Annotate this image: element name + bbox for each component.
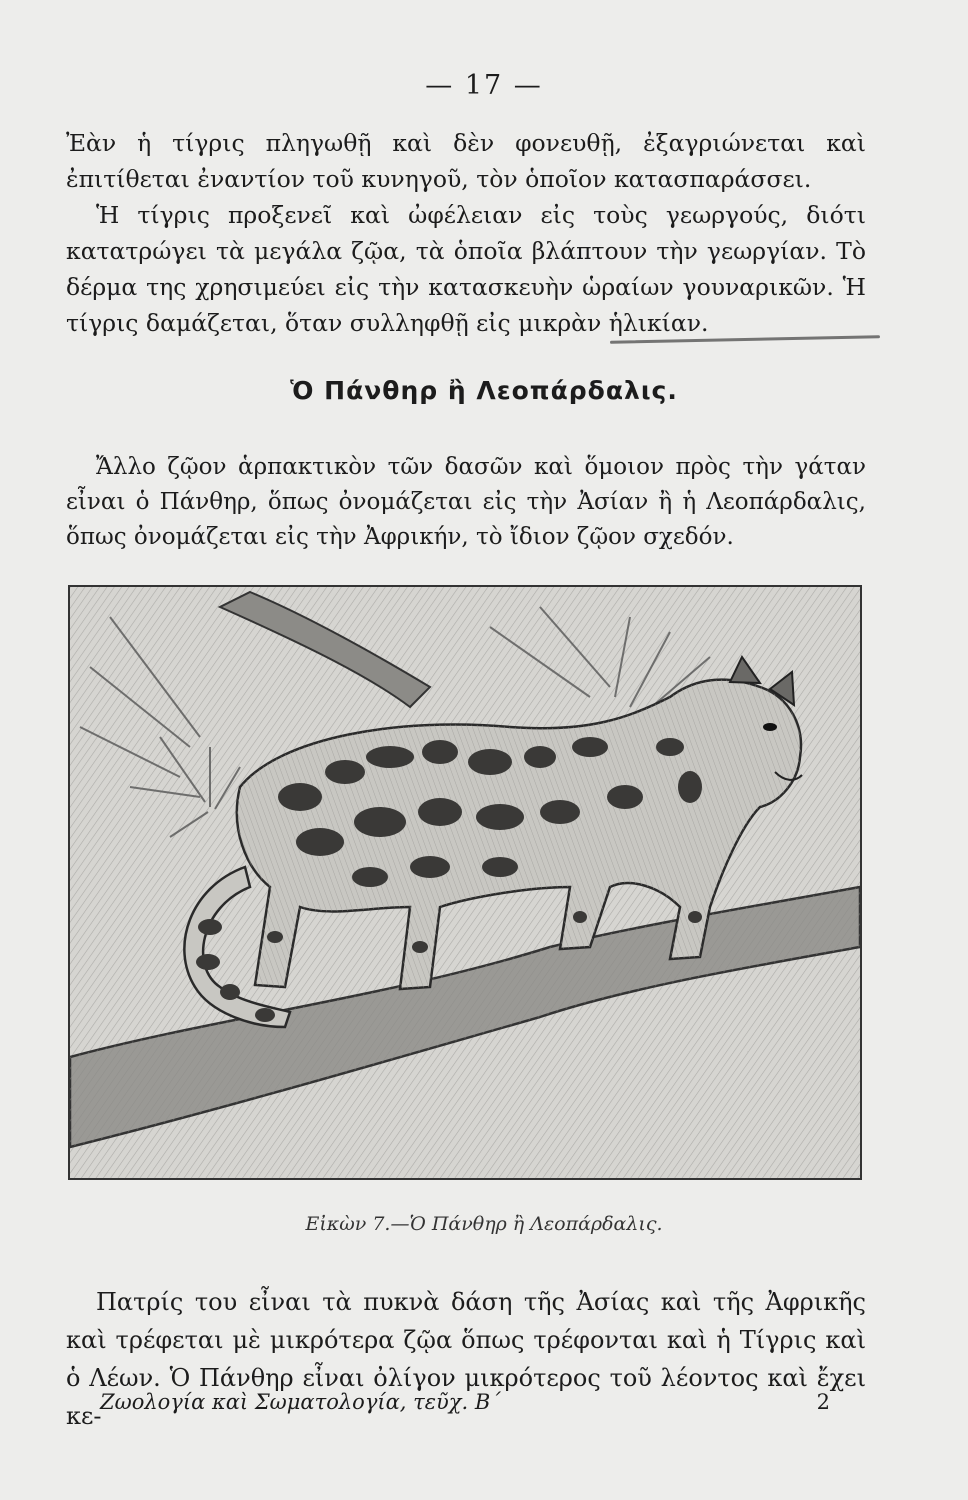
- page-footer: [100, 1390, 830, 1414]
- paragraph-panther-intro: [66, 450, 866, 555]
- paragraph-tiger-benefit-text: Ἡ τίγρις προξενεῖ καὶ ὠφέλειαν εἰς τοὺς γεωργούς, διότι κατατρώγει τὰ μεγάλα ζῷα, τὰ ὁποῖα βλάπτουν τὴν γεωργίαν. Τὸ δέρμα της χρησιμεύει εἰς τὴν κατασκευὴν ὡραίων γουναρικῶν. Ἡ τίγρις δαμάζεται, ὅταν συλληφθῇ εἰς μικρὰν ἡλικίαν.: [66, 201, 866, 337]
- paragraph-panther-intro-text: Ἄλλο ζῷον ἁρπακτικὸν τῶν δασῶν καὶ ὅμοιον πρὸς τὴν γάταν εἶναι ὁ Πάνθηρ, ὅπως ὀνομάζεται εἰς τὴν Ἀσίαν ἢ ἡ Λεοπάρδαλις, ὅπως ὀνομάζεται εἰς τὴν Ἀφρικήν, τὸ ἴδιον ζῷον σχεδόν.: [66, 454, 866, 550]
- paragraph-tiger-attack-text: Ἐὰν ἡ τίγρις πληγωθῇ καὶ δὲν φονευθῇ, ἐξαγριώνεται καὶ ἐπιτίθεται ἐναντίον τοῦ κυνηγοῦ, τὸν ὁποῖον κατασπαράσσει.: [66, 129, 866, 193]
- leopard-illustration: [68, 585, 862, 1180]
- section-title: Ὁ Πάνθηρ ἢ Λεοπάρδαλις.: [290, 376, 678, 405]
- paragraph-panther-habitat-text: Πατρίς του εἶναι τὰ πυκνὰ δάση τῆς Ἀσίας καὶ τῆς Ἀφρικῆς καὶ τρέφεται μὲ μικρότερα ζῷα ὅπως τρέφονται καὶ ἡ Τίγρις καὶ ὁ Λέων. Ὁ Πάνθηρ εἶναι ὀλίγον μικρότερος τοῦ λέοντος καὶ ἔχει κε-: [66, 1288, 866, 1430]
- page-number: — 17 —: [425, 70, 543, 101]
- footer-title: Ζωολογία καὶ Σωματολογία, τεῦχ. Β΄: [100, 1390, 501, 1414]
- figure-caption: Εἰκὼν 7.—Ὁ Πάνθηρ ἢ Λεοπάρδαλις.: [305, 1213, 663, 1235]
- paragraph-tiger-attack: [66, 125, 866, 341]
- footer-signature: 2: [816, 1390, 830, 1414]
